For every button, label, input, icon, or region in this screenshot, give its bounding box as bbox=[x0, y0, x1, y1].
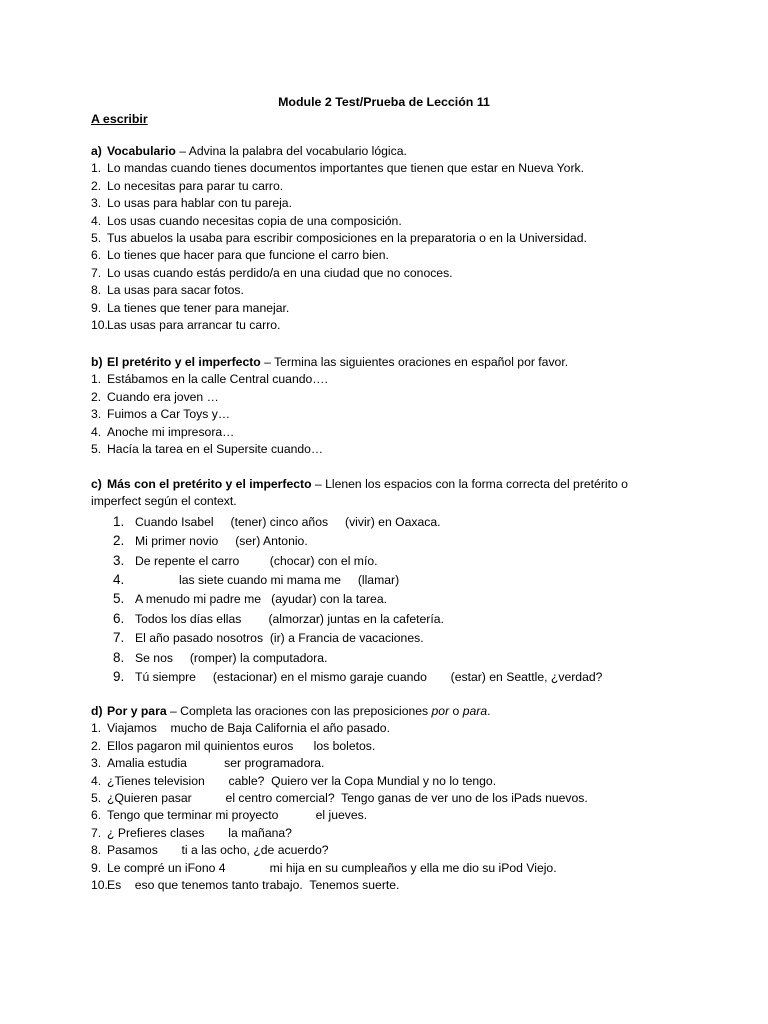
list-item bbox=[91, 877, 691, 894]
item-text: Lo tienes que hacer para que funcione el carro bien. bbox=[107, 248, 389, 263]
item-number: 7. bbox=[91, 265, 102, 280]
list-item bbox=[91, 195, 691, 212]
item-text: Tú siempre (estacionar) en el mismo garaje cuando (estar) en Seattle, ¿verdad? bbox=[135, 669, 603, 684]
list-item bbox=[91, 807, 691, 824]
section-heading bbox=[91, 703, 691, 720]
section-instruction-end: . bbox=[487, 704, 491, 718]
item-number: 5. bbox=[91, 790, 102, 805]
item-number: 6. bbox=[113, 610, 125, 626]
item-text: ¿ Prefieres clases la mañana? bbox=[107, 825, 292, 840]
list-item bbox=[91, 371, 691, 388]
item-number: 3. bbox=[91, 196, 102, 211]
list-item bbox=[91, 389, 691, 406]
list-item bbox=[91, 300, 691, 317]
item-number: 4. bbox=[91, 773, 102, 788]
item-number: 4. bbox=[91, 213, 102, 228]
section-mas-preterito-imperfecto bbox=[91, 476, 691, 686]
question-list bbox=[91, 371, 691, 458]
item-text: Es eso que tenemos tanto trabajo. Tenemos suerte. bbox=[107, 877, 400, 892]
list-item bbox=[91, 825, 691, 842]
list-item bbox=[91, 773, 691, 790]
list-item bbox=[91, 551, 691, 570]
item-text: Anoche mi impresora… bbox=[107, 424, 235, 439]
list-item bbox=[91, 842, 691, 859]
list-item bbox=[91, 178, 691, 195]
item-text: El año pasado nosotros (ir) a Francia de vacaciones. bbox=[135, 631, 424, 646]
item-number: 8. bbox=[113, 649, 125, 665]
item-text: Se nos (romper) la computadora. bbox=[135, 650, 328, 665]
item-number: 4. bbox=[91, 424, 102, 439]
item-text: Lo mandas cuando tienes documentos importantes que tienen que estar en Nueva York. bbox=[107, 161, 584, 176]
section-vocabulario bbox=[91, 143, 691, 334]
word-para: para bbox=[462, 704, 488, 718]
item-text: Pasamos ti a las ocho, ¿de acuerdo? bbox=[107, 843, 329, 858]
item-text: Cuando era joven … bbox=[107, 389, 219, 404]
question-list bbox=[91, 720, 691, 894]
section-instruction: – Completa las oraciones con las preposiciones bbox=[166, 704, 432, 718]
list-item bbox=[91, 628, 691, 647]
item-text: A menudo mi padre me (ayudar) con la tarea. bbox=[135, 592, 388, 607]
item-number: 6. bbox=[91, 808, 102, 823]
section-heading bbox=[91, 143, 691, 160]
list-item bbox=[91, 648, 691, 667]
list-item bbox=[91, 755, 691, 772]
item-number: 9. bbox=[91, 860, 102, 875]
item-number: 4. bbox=[113, 571, 125, 587]
section-instruction: – Llenen los espacios con la forma correcta del pretérito o imperfect según el context. bbox=[91, 477, 628, 509]
item-text: Amalia estudia ser programadora. bbox=[107, 756, 325, 771]
item-number: 8. bbox=[91, 843, 102, 858]
section-heading bbox=[91, 354, 691, 371]
item-number: 9. bbox=[91, 300, 102, 315]
list-item bbox=[91, 609, 691, 628]
section-name: Más con el pretérito y el imperfecto bbox=[107, 477, 312, 491]
list-item bbox=[91, 441, 691, 458]
section-name: Por y para bbox=[107, 704, 167, 718]
list-item bbox=[91, 265, 691, 282]
item-number: 3. bbox=[91, 756, 102, 771]
item-text: Tus abuelos la usaba para escribir composiciones en la preparatoria o en la Universidad. bbox=[107, 230, 587, 245]
section-name: Vocabulario bbox=[107, 144, 176, 158]
list-item bbox=[91, 213, 691, 230]
item-number: 10. bbox=[91, 317, 108, 332]
item-text: Lo necesitas para parar tu carro. bbox=[107, 178, 284, 193]
item-text: Cuando Isabel (tener) cinco años (vivir) en Oaxaca. bbox=[135, 514, 441, 529]
list-item bbox=[91, 667, 691, 686]
item-number: 2. bbox=[113, 533, 125, 549]
list-item bbox=[91, 424, 691, 441]
item-number: 9. bbox=[113, 668, 125, 684]
document-title: Module 2 Test/Prueba de Lección 11 bbox=[278, 95, 490, 109]
question-list bbox=[91, 160, 691, 334]
list-item bbox=[91, 317, 691, 334]
item-number: 10. bbox=[91, 877, 108, 892]
item-number: 7. bbox=[113, 630, 125, 646]
section-por-y-para bbox=[91, 703, 691, 894]
section-preterito-imperfecto bbox=[91, 354, 691, 458]
section-instruction: – Termina las siguientes oraciones en español por favor. bbox=[260, 355, 569, 369]
list-item bbox=[91, 160, 691, 177]
item-number: 2. bbox=[91, 178, 102, 193]
item-text: De repente el carro (chocar) con el mío. bbox=[135, 553, 378, 568]
list-item bbox=[91, 738, 691, 755]
item-text: Lo usas cuando estás perdido/a en una ciudad que no conoces. bbox=[107, 265, 453, 280]
item-text: ¿Quieren pasar el centro comercial? Tengo ganas de ver uno de los iPads nuevos. bbox=[107, 790, 588, 805]
list-item bbox=[91, 406, 691, 423]
word-por: por bbox=[431, 704, 450, 718]
item-text: Mi primer novio (ser) Antonio. bbox=[135, 534, 308, 549]
item-number: 7. bbox=[91, 825, 102, 840]
item-number: 1. bbox=[91, 372, 102, 387]
item-text: Ellos pagaron mil quinientos euros los boletos. bbox=[107, 738, 376, 753]
item-text: Fuimos a Car Toys y… bbox=[107, 407, 231, 422]
item-number: 1. bbox=[91, 721, 102, 736]
section-letter: d) bbox=[91, 704, 103, 718]
item-text: Todos los días ellas (almorzar) juntas en la cafetería. bbox=[135, 611, 444, 626]
item-number: 3. bbox=[113, 552, 125, 568]
item-text: ¿Tienes television cable? Quiero ver la Copa Mundial y no lo tengo. bbox=[107, 773, 497, 788]
item-text: Le compré un iFono 4 mi hija en su cumpleaños y ella me dio su iPod Viejo. bbox=[107, 860, 557, 875]
item-text: La usas para sacar fotos. bbox=[107, 283, 244, 298]
section-heading bbox=[91, 476, 651, 511]
list-item bbox=[91, 790, 691, 807]
document-subtitle: A escribir bbox=[91, 112, 148, 126]
item-text: Los usas cuando necesitas copia de una composición. bbox=[107, 213, 402, 228]
section-letter: b) bbox=[91, 355, 103, 369]
section-letter: c) bbox=[91, 477, 102, 491]
list-item bbox=[91, 512, 691, 531]
item-number: 1. bbox=[113, 513, 125, 529]
item-text: Lo usas para hablar con tu pareja. bbox=[107, 196, 292, 211]
list-item bbox=[91, 589, 691, 608]
item-text: Las usas para arrancar tu carro. bbox=[107, 317, 281, 332]
item-number: 5. bbox=[91, 230, 102, 245]
section-name: El pretérito y el imperfecto bbox=[107, 355, 261, 369]
list-item bbox=[91, 247, 691, 264]
section-instruction: – Advina la palabra del vocabulario lógica. bbox=[175, 144, 407, 158]
item-number: 6. bbox=[91, 248, 102, 263]
item-text: Tengo que terminar mi proyecto el jueves. bbox=[107, 808, 368, 823]
item-number: 5. bbox=[91, 441, 102, 456]
item-number: 2. bbox=[91, 738, 102, 753]
list-item bbox=[91, 230, 691, 247]
item-number: 3. bbox=[91, 407, 102, 422]
item-number: 1. bbox=[91, 161, 102, 176]
item-text: las siete cuando mi mama me (llamar) bbox=[135, 572, 400, 587]
list-item bbox=[91, 720, 691, 737]
item-number: 8. bbox=[91, 283, 102, 298]
list-item bbox=[91, 282, 691, 299]
item-text: La tienes que tener para manejar. bbox=[107, 300, 290, 315]
item-text: Viajamos mucho de Baja California el año pasado. bbox=[107, 721, 390, 736]
item-number: 2. bbox=[91, 389, 102, 404]
item-number: 5. bbox=[113, 591, 125, 607]
list-item bbox=[91, 860, 691, 877]
item-text: Estábamos en la calle Central cuando…. bbox=[107, 372, 328, 387]
section-instruction-mid: o bbox=[449, 704, 463, 718]
list-item bbox=[91, 570, 691, 589]
question-list bbox=[91, 512, 691, 687]
item-text: Hacía la tarea en el Supersite cuando… bbox=[107, 441, 324, 456]
list-item bbox=[91, 531, 691, 550]
section-letter: a) bbox=[91, 144, 102, 158]
